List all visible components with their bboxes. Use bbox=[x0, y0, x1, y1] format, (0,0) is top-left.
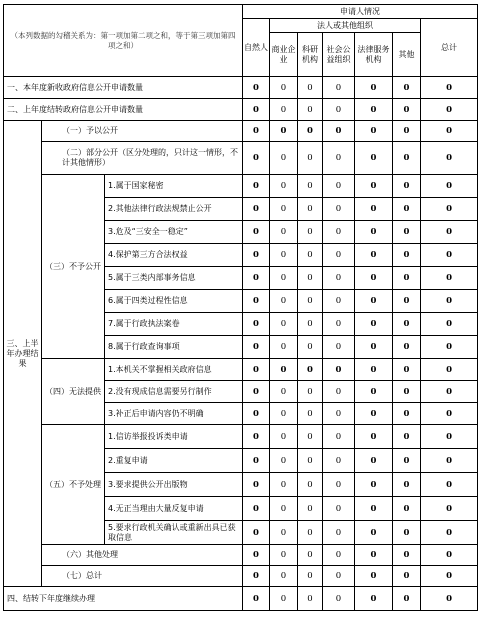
row-label: （七）总计 bbox=[42, 566, 243, 587]
value-cell: 0 bbox=[270, 142, 298, 175]
value-cell: 0 bbox=[243, 587, 270, 611]
value-cell: 0 bbox=[355, 290, 393, 313]
row-label: 一、本年度新收政府信息公开申请数量 bbox=[4, 77, 243, 99]
value-cell: 0 bbox=[270, 244, 298, 267]
value-cell: 0 bbox=[243, 449, 270, 473]
value-cell: 0 bbox=[298, 198, 323, 221]
value-cell: 0 bbox=[355, 175, 393, 198]
value-cell: 0 bbox=[421, 587, 478, 611]
value-cell: 0 bbox=[243, 121, 270, 142]
value-cell: 0 bbox=[393, 545, 421, 566]
value-cell: 0 bbox=[355, 521, 393, 545]
value-cell: 0 bbox=[270, 403, 298, 425]
value-cell: 0 bbox=[298, 267, 323, 290]
value-cell: 0 bbox=[393, 99, 421, 121]
row-label: 四、结转下年度继续办理 bbox=[4, 587, 243, 611]
table-row bbox=[4, 99, 478, 121]
value-cell: 0 bbox=[355, 359, 393, 381]
row-label: 5.要求行政机关确认或重新出具已获取信息 bbox=[105, 521, 243, 545]
value-cell: 0 bbox=[421, 449, 478, 473]
value-cell: 0 bbox=[323, 77, 355, 99]
value-cell: 0 bbox=[421, 221, 478, 244]
value-cell: 0 bbox=[243, 403, 270, 425]
table-row bbox=[4, 566, 478, 587]
value-cell: 0 bbox=[355, 587, 393, 611]
value-cell: 0 bbox=[323, 425, 355, 449]
value-cell: 0 bbox=[270, 121, 298, 142]
value-cell: 0 bbox=[270, 267, 298, 290]
value-cell: 0 bbox=[323, 403, 355, 425]
value-cell: 0 bbox=[393, 77, 421, 99]
table-row bbox=[4, 359, 478, 381]
value-cell: 0 bbox=[298, 336, 323, 359]
value-cell: 0 bbox=[355, 313, 393, 336]
value-cell: 0 bbox=[323, 142, 355, 175]
value-cell: 0 bbox=[393, 425, 421, 449]
value-cell: 0 bbox=[421, 175, 478, 198]
header-research: 科研机构 bbox=[298, 33, 323, 77]
value-cell: 0 bbox=[243, 336, 270, 359]
value-cell: 0 bbox=[393, 198, 421, 221]
value-cell: 0 bbox=[298, 587, 323, 611]
value-cell: 0 bbox=[243, 267, 270, 290]
value-cell: 0 bbox=[270, 545, 298, 566]
row-label: 5.属于三类内部事务信息 bbox=[105, 267, 243, 290]
table-row bbox=[4, 121, 478, 142]
value-cell: 0 bbox=[421, 121, 478, 142]
header-applicant: 申请人情况 bbox=[243, 5, 478, 19]
results-label: 三、上半年办理结果 bbox=[4, 121, 42, 587]
value-cell: 0 bbox=[270, 221, 298, 244]
value-cell: 0 bbox=[393, 449, 421, 473]
value-cell: 0 bbox=[393, 290, 421, 313]
row-label: 3.补正后申请内容仍不明确 bbox=[105, 403, 243, 425]
value-cell: 0 bbox=[298, 545, 323, 566]
row-label: 2.重复申请 bbox=[105, 449, 243, 473]
value-cell: 0 bbox=[421, 425, 478, 449]
group-label-unable: （四）无法提供 bbox=[42, 359, 105, 425]
header-natural-person: 自然人 bbox=[243, 19, 270, 77]
value-cell: 0 bbox=[393, 175, 421, 198]
value-cell: 0 bbox=[270, 175, 298, 198]
value-cell: 0 bbox=[393, 142, 421, 175]
value-cell: 0 bbox=[355, 267, 393, 290]
value-cell: 0 bbox=[323, 244, 355, 267]
value-cell: 0 bbox=[243, 244, 270, 267]
value-cell: 0 bbox=[421, 99, 478, 121]
row-label: 2.其他法律行政法规禁止公开 bbox=[105, 198, 243, 221]
value-cell: 0 bbox=[355, 449, 393, 473]
group-label-not-processed: （五）不予处理 bbox=[42, 425, 105, 545]
value-cell: 0 bbox=[393, 336, 421, 359]
value-cell: 0 bbox=[421, 497, 478, 521]
value-cell: 0 bbox=[393, 359, 421, 381]
value-cell: 0 bbox=[393, 497, 421, 521]
value-cell: 0 bbox=[393, 473, 421, 497]
group-label-not-disclosed: （三）不予公开 bbox=[42, 175, 105, 359]
value-cell: 0 bbox=[323, 381, 355, 403]
value-cell: 0 bbox=[243, 545, 270, 566]
value-cell: 0 bbox=[243, 198, 270, 221]
value-cell: 0 bbox=[298, 221, 323, 244]
value-cell: 0 bbox=[270, 77, 298, 99]
table-row bbox=[4, 545, 478, 566]
value-cell: 0 bbox=[270, 566, 298, 587]
value-cell: 0 bbox=[323, 336, 355, 359]
value-cell: 0 bbox=[323, 313, 355, 336]
value-cell: 0 bbox=[355, 77, 393, 99]
value-cell: 0 bbox=[355, 545, 393, 566]
header-note: （本列数据的勾稽关系为：第一项加第二项之和，等于第三项加第四项之和） bbox=[4, 5, 243, 77]
row-label: 7.属于行政执法案卷 bbox=[105, 313, 243, 336]
row-label: （二）部分公开（区分处理的，只计这一情形，不计其他情形） bbox=[42, 142, 243, 175]
value-cell: 0 bbox=[298, 521, 323, 545]
value-cell: 0 bbox=[421, 198, 478, 221]
value-cell: 0 bbox=[270, 359, 298, 381]
table-row bbox=[4, 587, 478, 611]
value-cell: 0 bbox=[270, 313, 298, 336]
value-cell: 0 bbox=[323, 290, 355, 313]
value-cell: 0 bbox=[270, 587, 298, 611]
header-total: 总计 bbox=[421, 19, 478, 77]
row-label: 1.本机关不掌握相关政府信息 bbox=[105, 359, 243, 381]
value-cell: 0 bbox=[243, 566, 270, 587]
value-cell: 0 bbox=[243, 521, 270, 545]
value-cell: 0 bbox=[323, 545, 355, 566]
value-cell: 0 bbox=[323, 221, 355, 244]
value-cell: 0 bbox=[323, 521, 355, 545]
value-cell: 0 bbox=[323, 473, 355, 497]
value-cell: 0 bbox=[355, 566, 393, 587]
value-cell: 0 bbox=[393, 121, 421, 142]
value-cell: 0 bbox=[243, 473, 270, 497]
header-other: 其他 bbox=[393, 33, 421, 77]
value-cell: 0 bbox=[421, 359, 478, 381]
value-cell: 0 bbox=[355, 221, 393, 244]
value-cell: 0 bbox=[270, 425, 298, 449]
value-cell: 0 bbox=[323, 175, 355, 198]
row-label: 3.危及“三安全一稳定” bbox=[105, 221, 243, 244]
value-cell: 0 bbox=[298, 403, 323, 425]
value-cell: 0 bbox=[421, 381, 478, 403]
value-cell: 0 bbox=[323, 121, 355, 142]
value-cell: 0 bbox=[270, 449, 298, 473]
value-cell: 0 bbox=[243, 99, 270, 121]
value-cell: 0 bbox=[421, 566, 478, 587]
row-label: 1.属于国家秘密 bbox=[105, 175, 243, 198]
value-cell: 0 bbox=[298, 473, 323, 497]
value-cell: 0 bbox=[243, 497, 270, 521]
value-cell: 0 bbox=[298, 99, 323, 121]
value-cell: 0 bbox=[421, 244, 478, 267]
value-cell: 0 bbox=[421, 403, 478, 425]
value-cell: 0 bbox=[243, 175, 270, 198]
value-cell: 0 bbox=[270, 336, 298, 359]
value-cell: 0 bbox=[243, 290, 270, 313]
value-cell: 0 bbox=[298, 425, 323, 449]
value-cell: 0 bbox=[270, 497, 298, 521]
value-cell: 0 bbox=[421, 77, 478, 99]
value-cell: 0 bbox=[243, 313, 270, 336]
row-label: 3.要求提供公开出版物 bbox=[105, 473, 243, 497]
value-cell: 0 bbox=[298, 142, 323, 175]
row-label: 8.属于行政查询事项 bbox=[105, 336, 243, 359]
value-cell: 0 bbox=[355, 425, 393, 449]
header-commercial: 商业企业 bbox=[270, 33, 298, 77]
value-cell: 0 bbox=[298, 497, 323, 521]
value-cell: 0 bbox=[243, 425, 270, 449]
value-cell: 0 bbox=[298, 77, 323, 99]
value-cell: 0 bbox=[243, 142, 270, 175]
value-cell: 0 bbox=[355, 473, 393, 497]
row-label: 4.无正当理由大量反复申请 bbox=[105, 497, 243, 521]
value-cell: 0 bbox=[270, 290, 298, 313]
value-cell: 0 bbox=[355, 336, 393, 359]
value-cell: 0 bbox=[270, 381, 298, 403]
value-cell: 0 bbox=[270, 198, 298, 221]
header-legal-entities: 法人或其他组织 bbox=[270, 19, 421, 33]
value-cell: 0 bbox=[355, 99, 393, 121]
value-cell: 0 bbox=[298, 175, 323, 198]
value-cell: 0 bbox=[393, 566, 421, 587]
value-cell: 0 bbox=[243, 381, 270, 403]
value-cell: 0 bbox=[421, 290, 478, 313]
value-cell: 0 bbox=[298, 121, 323, 142]
row-label: 4.保护第三方合法权益 bbox=[105, 244, 243, 267]
value-cell: 0 bbox=[298, 244, 323, 267]
table-row bbox=[4, 175, 478, 198]
row-label: 6.属于四类过程性信息 bbox=[105, 290, 243, 313]
row-label: （六）其他处理 bbox=[42, 545, 243, 566]
value-cell: 0 bbox=[421, 473, 478, 497]
value-cell: 0 bbox=[270, 99, 298, 121]
value-cell: 0 bbox=[421, 336, 478, 359]
value-cell: 0 bbox=[323, 566, 355, 587]
value-cell: 0 bbox=[243, 359, 270, 381]
value-cell: 0 bbox=[393, 221, 421, 244]
header-social-welfare: 社会公益组织 bbox=[323, 33, 355, 77]
row-label: 2.没有现成信息需要另行制作 bbox=[105, 381, 243, 403]
table-row bbox=[4, 142, 478, 175]
value-cell: 0 bbox=[355, 403, 393, 425]
table-row bbox=[4, 77, 478, 99]
value-cell: 0 bbox=[393, 244, 421, 267]
header-legal-service: 法律服务机构 bbox=[355, 33, 393, 77]
value-cell: 0 bbox=[243, 77, 270, 99]
value-cell: 0 bbox=[393, 521, 421, 545]
value-cell: 0 bbox=[323, 359, 355, 381]
gov-info-disclosure-table bbox=[3, 4, 478, 611]
value-cell: 0 bbox=[393, 403, 421, 425]
value-cell: 0 bbox=[323, 449, 355, 473]
row-label: 二、上年度结转政府信息公开申请数量 bbox=[4, 99, 243, 121]
value-cell: 0 bbox=[421, 545, 478, 566]
value-cell: 0 bbox=[298, 449, 323, 473]
value-cell: 0 bbox=[323, 198, 355, 221]
value-cell: 0 bbox=[298, 290, 323, 313]
value-cell: 0 bbox=[323, 497, 355, 521]
value-cell: 0 bbox=[421, 142, 478, 175]
value-cell: 0 bbox=[243, 221, 270, 244]
value-cell: 0 bbox=[323, 267, 355, 290]
row-label: （一）予以公开 bbox=[42, 121, 243, 142]
value-cell: 0 bbox=[421, 313, 478, 336]
value-cell: 0 bbox=[298, 381, 323, 403]
value-cell: 0 bbox=[355, 497, 393, 521]
value-cell: 0 bbox=[355, 142, 393, 175]
row-label: 1.信访举报投诉类申请 bbox=[105, 425, 243, 449]
value-cell: 0 bbox=[298, 566, 323, 587]
value-cell: 0 bbox=[355, 244, 393, 267]
value-cell: 0 bbox=[323, 587, 355, 611]
value-cell: 0 bbox=[355, 381, 393, 403]
value-cell: 0 bbox=[393, 381, 421, 403]
value-cell: 0 bbox=[323, 99, 355, 121]
value-cell: 0 bbox=[270, 521, 298, 545]
value-cell: 0 bbox=[298, 313, 323, 336]
value-cell: 0 bbox=[393, 313, 421, 336]
value-cell: 0 bbox=[393, 587, 421, 611]
table-row bbox=[4, 425, 478, 449]
value-cell: 0 bbox=[393, 267, 421, 290]
value-cell: 0 bbox=[298, 359, 323, 381]
value-cell: 0 bbox=[270, 473, 298, 497]
value-cell: 0 bbox=[421, 267, 478, 290]
value-cell: 0 bbox=[421, 521, 478, 545]
value-cell: 0 bbox=[355, 121, 393, 142]
value-cell: 0 bbox=[355, 198, 393, 221]
